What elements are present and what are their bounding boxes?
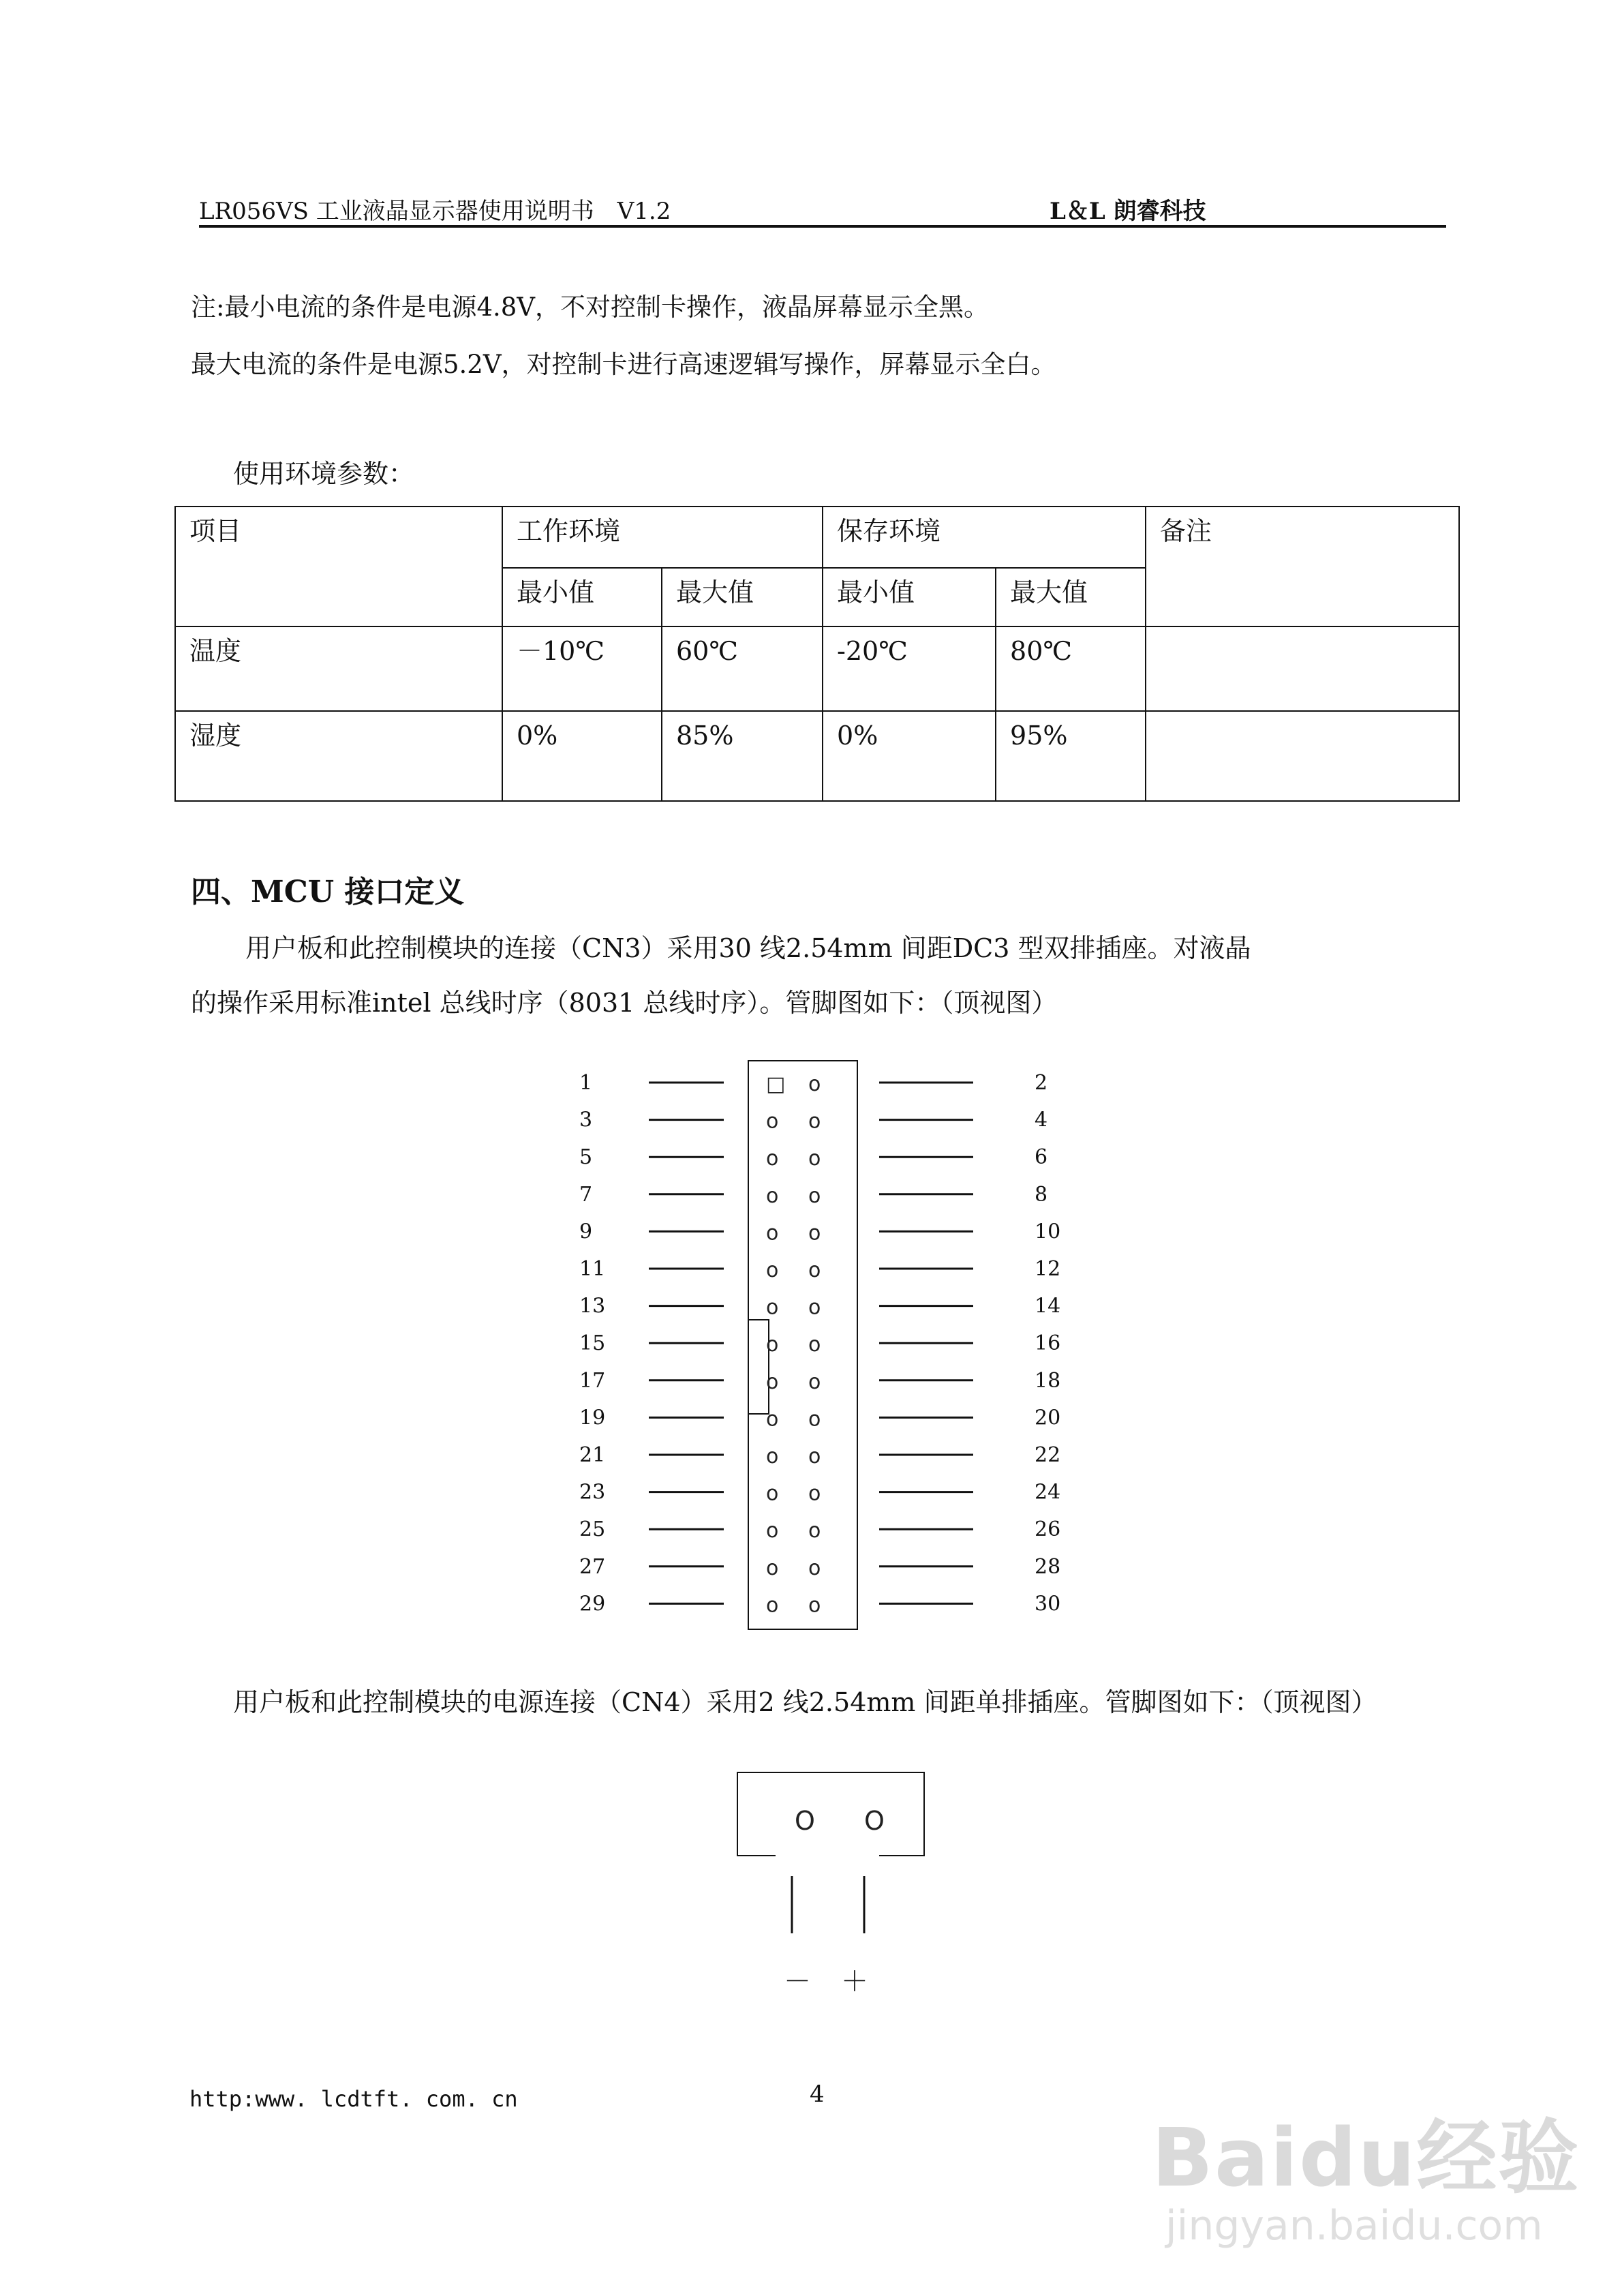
cell-work-max: 85% bbox=[662, 711, 823, 801]
pin-hole: o bbox=[766, 1445, 779, 1468]
pin-label-left: 23 bbox=[579, 1480, 606, 1505]
note-min-current: 注:最小电流的条件是电源4.8V，不对控制卡操作，液晶屏幕显示全黑。 bbox=[191, 292, 990, 322]
pin-hole: o bbox=[766, 1258, 779, 1282]
table-row bbox=[175, 626, 1459, 711]
cn4-hole: O bbox=[864, 1806, 885, 1836]
th-work-env: 工作环境 bbox=[502, 507, 823, 568]
connector-diagrams bbox=[0, 1050, 1622, 2004]
pin-label-left: 7 bbox=[579, 1182, 593, 1207]
pin-hole: o bbox=[808, 1370, 821, 1394]
pin-hole: o bbox=[766, 1147, 779, 1171]
pin-hole: o bbox=[766, 1407, 779, 1432]
pin-label-right: 16 bbox=[1035, 1331, 1061, 1356]
pin-label-left: 21 bbox=[579, 1443, 606, 1467]
th-remark: 备注 bbox=[1146, 507, 1459, 626]
cn4-housing bbox=[737, 1772, 924, 1856]
pin-hole: o bbox=[808, 1481, 821, 1506]
row-item: 温度 bbox=[175, 626, 502, 711]
pin-label-left: 1 bbox=[579, 1071, 593, 1095]
pin-hole: o bbox=[808, 1295, 821, 1320]
pin-label-left: 15 bbox=[579, 1331, 606, 1356]
pin-hole: o bbox=[808, 1147, 821, 1171]
pin1-square-marker: □ bbox=[766, 1072, 786, 1096]
pin-label-right: 8 bbox=[1035, 1182, 1048, 1207]
pin-label-right: 2 bbox=[1035, 1071, 1048, 1095]
cell-remark bbox=[1146, 626, 1459, 711]
pin-label-left: 5 bbox=[579, 1145, 593, 1170]
pin-label-right: 18 bbox=[1035, 1368, 1061, 1393]
pin-hole: o bbox=[808, 1109, 821, 1134]
pin-label-left: 19 bbox=[579, 1406, 606, 1430]
pin-hole: o bbox=[808, 1072, 821, 1096]
pin-hole: o bbox=[766, 1333, 779, 1357]
cn3-description-line1: 用户板和此控制模块的连接（CN3）采用30 线2.54mm 间距DC3 型双排插座。对液晶 bbox=[245, 933, 1251, 963]
env-params-table bbox=[174, 506, 1460, 802]
page-number: 4 bbox=[810, 2081, 825, 2108]
pin-label-right: 4 bbox=[1035, 1108, 1048, 1132]
cn3-pin-diagram bbox=[579, 1061, 1060, 1629]
pin-label-right: 22 bbox=[1035, 1443, 1061, 1467]
cell-store-min: 0% bbox=[823, 711, 996, 801]
pin-hole: o bbox=[766, 1295, 779, 1320]
pin-label-right: 30 bbox=[1035, 1592, 1061, 1616]
minus-label: － bbox=[784, 1966, 811, 1997]
watermark-brand: Baidu经验 bbox=[1152, 2111, 1580, 2205]
cn3-description-line2: 的操作采用标准intel 总线时序（8031 总线时序）。管脚图如下：（顶视图） bbox=[191, 988, 1058, 1018]
cn4-description: 用户板和此控制模块的电源连接（CN4）采用2 线2.54mm 间距单排插座。管脚图如下：（顶视图） bbox=[233, 1687, 1377, 1717]
pin-label-right: 10 bbox=[1035, 1220, 1061, 1244]
pin-hole: o bbox=[808, 1183, 821, 1208]
pin-label-left: 13 bbox=[579, 1294, 606, 1318]
cell-work-min: 0% bbox=[502, 711, 662, 801]
th-work-min: 最小值 bbox=[502, 568, 662, 626]
pin-hole: o bbox=[808, 1407, 821, 1432]
watermark-site: jingyan.baidu.com bbox=[1165, 2202, 1543, 2250]
th-work-max: 最大值 bbox=[662, 568, 823, 626]
pin-hole: o bbox=[808, 1258, 821, 1282]
section-title: 四、MCU 接口定义 bbox=[191, 875, 465, 909]
env-table-title: 使用环境参数： bbox=[233, 459, 415, 489]
pin-hole: o bbox=[808, 1333, 821, 1357]
pin-hole: o bbox=[766, 1519, 779, 1543]
header-doc-title: LR056VS 工业液晶显示器使用说明书 V1.2 bbox=[199, 198, 671, 225]
th-store-min: 最小值 bbox=[823, 568, 996, 626]
pin-hole: o bbox=[808, 1593, 821, 1618]
pin-label-left: 11 bbox=[579, 1257, 606, 1281]
cell-remark bbox=[1146, 711, 1459, 801]
cn4-hole: O bbox=[795, 1806, 815, 1836]
pin-hole: o bbox=[766, 1221, 779, 1245]
header-company: L＆L 朗睿科技 bbox=[1050, 198, 1206, 225]
pin-label-right: 28 bbox=[1035, 1554, 1061, 1579]
pin-label-right: 6 bbox=[1035, 1145, 1048, 1170]
th-item: 项目 bbox=[175, 507, 502, 626]
pin-label-left: 3 bbox=[579, 1108, 593, 1132]
th-storage-env: 保存环境 bbox=[823, 507, 1146, 568]
cell-work-max: 60℃ bbox=[662, 626, 823, 711]
pin-hole: o bbox=[766, 1183, 779, 1208]
cell-store-max: 80℃ bbox=[996, 626, 1146, 711]
table-row bbox=[175, 711, 1459, 801]
footer-url: http:www. lcdtft. com. cn bbox=[189, 2086, 518, 2112]
pin-label-left: 9 bbox=[579, 1220, 593, 1244]
pin-label-right: 24 bbox=[1035, 1480, 1061, 1505]
pin-label-right: 12 bbox=[1035, 1257, 1061, 1281]
pin-hole: o bbox=[766, 1481, 779, 1506]
pin-hole: o bbox=[808, 1556, 821, 1580]
plus-label: ＋ bbox=[841, 1966, 868, 1997]
pin-label-left: 29 bbox=[579, 1592, 606, 1616]
row-item: 湿度 bbox=[175, 711, 502, 801]
pin-hole: o bbox=[766, 1593, 779, 1618]
th-store-max: 最大值 bbox=[996, 568, 1146, 626]
pin-hole: o bbox=[766, 1109, 779, 1134]
pin-label-left: 27 bbox=[579, 1554, 606, 1579]
pin-label-right: 20 bbox=[1035, 1406, 1061, 1430]
cell-store-max: 95% bbox=[996, 711, 1146, 801]
pin-hole: o bbox=[808, 1445, 821, 1468]
pin-hole: o bbox=[766, 1556, 779, 1580]
cn3-housing bbox=[748, 1061, 857, 1629]
pin-label-right: 26 bbox=[1035, 1517, 1061, 1542]
pin-hole: o bbox=[808, 1519, 821, 1543]
note-max-current: 最大电流的条件是电源5.2V，对控制卡进行高速逻辑写操作，屏幕显示全白。 bbox=[191, 350, 1056, 379]
pin-label-right: 14 bbox=[1035, 1294, 1061, 1318]
pin-hole: o bbox=[808, 1221, 821, 1245]
cell-work-min: －10℃ bbox=[502, 626, 662, 711]
header-rule bbox=[199, 225, 1446, 228]
cn4-pin-diagram bbox=[737, 1772, 924, 1997]
pin-hole: o bbox=[766, 1370, 779, 1394]
pin-label-left: 25 bbox=[579, 1517, 606, 1542]
cell-store-min: -20℃ bbox=[823, 626, 996, 711]
pin-label-left: 17 bbox=[579, 1368, 606, 1393]
